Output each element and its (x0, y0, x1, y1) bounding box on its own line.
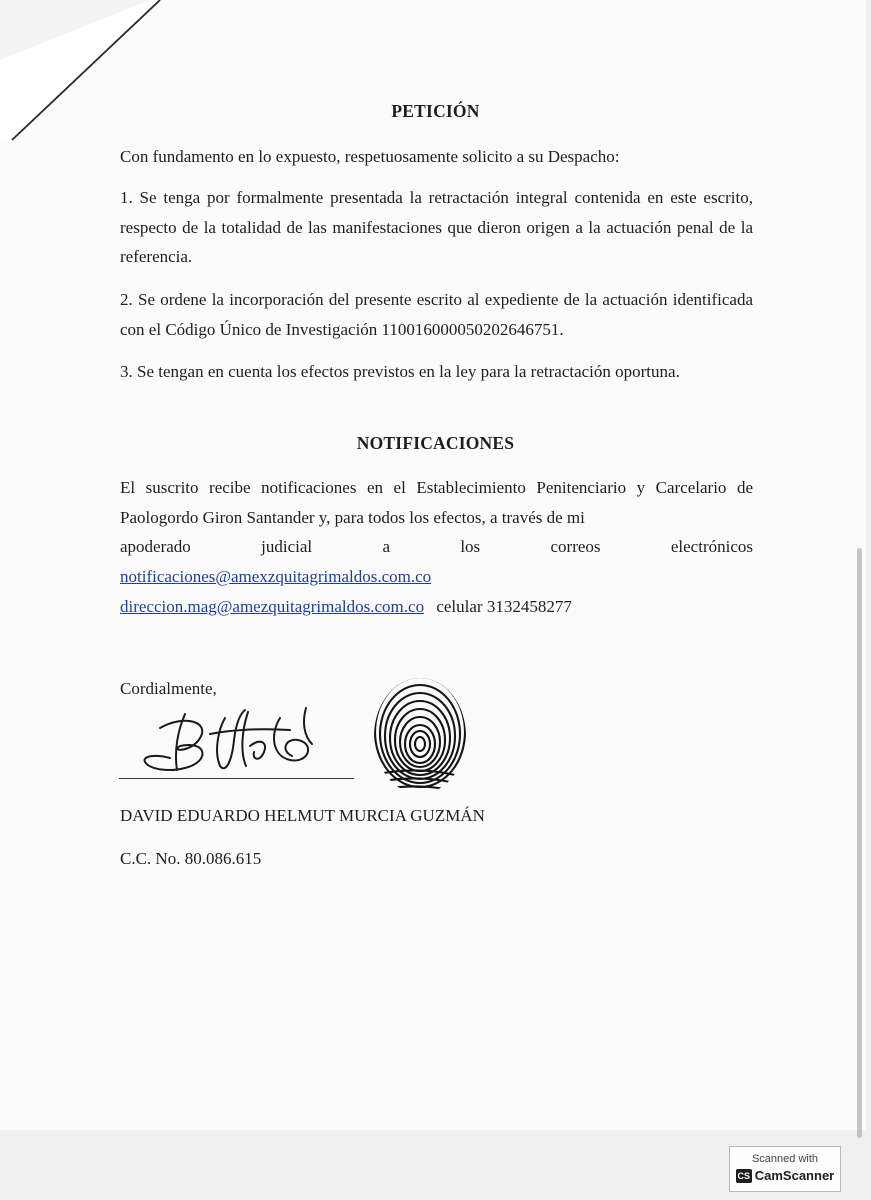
camscanner-name: CamScanner (754, 1168, 835, 1183)
notificaciones-heading: NOTIFICACIONES (356, 433, 515, 453)
notificaciones-justified-line (120, 532, 753, 562)
fingerprint-icon (370, 676, 470, 798)
word-los: los (460, 537, 481, 556)
handwritten-signature (130, 700, 345, 780)
email-line-2 (120, 592, 753, 622)
signer-id: C.C. No. 80.086.615 (120, 849, 262, 868)
peticion-item-1: 1. Se tenga por formalmente presentada la retractación integral contenida en este escrito, respecto de la totalidad de las manifestaciones que dieron origen a la actuación penal de la referencia. (120, 188, 753, 266)
peticion-heading: PETICIÓN (391, 101, 480, 121)
word-electronicos: electrónicos (670, 537, 753, 556)
scrollbar[interactable] (857, 548, 862, 1138)
notificaciones-text: El suscrito recibe notificaciones en el Establecimiento Penitenciario y Carcelario de Paologordo Giron Santander y, para todos los efectos, a través de mi (120, 478, 753, 527)
word-apoderado: apoderado (120, 537, 191, 556)
phone-number: celular 3132458277 (436, 597, 572, 616)
email-link-notificaciones[interactable]: notificaciones@amexzquitagrimaldos.com.co (120, 567, 432, 586)
peticion-item-2: 2. Se ordene la incorporación del presente escrito al expediente de la actuación identificada con el Código Único de Investigación 110016000050202646751. (120, 290, 753, 339)
camscanner-watermark (729, 1146, 841, 1192)
word-correos: correos (550, 537, 601, 556)
signature-line (119, 778, 354, 779)
email-line-1 (120, 562, 753, 592)
signer-name: DAVID EDUARDO HELMUT MURCIA GUZMÁN (120, 806, 485, 825)
word-judicial: judicial (261, 537, 313, 556)
page-fold-corner (0, 0, 170, 150)
camscanner-logo-icon: CS (737, 1170, 750, 1181)
peticion-item-3: 3. Se tengan en cuenta los efectos previstos en la ley para la retractación oportuna. (120, 362, 680, 381)
scanned-with-label: Scanned with (751, 1153, 819, 1165)
closing-greeting: Cordialmente, (120, 679, 217, 698)
email-link-direccion[interactable]: direccion.mag@amezquitagrimaldos.com.co (120, 597, 425, 616)
word-a: a (382, 537, 390, 556)
peticion-intro: Con fundamento en lo expuesto, respetuosamente solicito a su Despacho: (120, 147, 620, 166)
